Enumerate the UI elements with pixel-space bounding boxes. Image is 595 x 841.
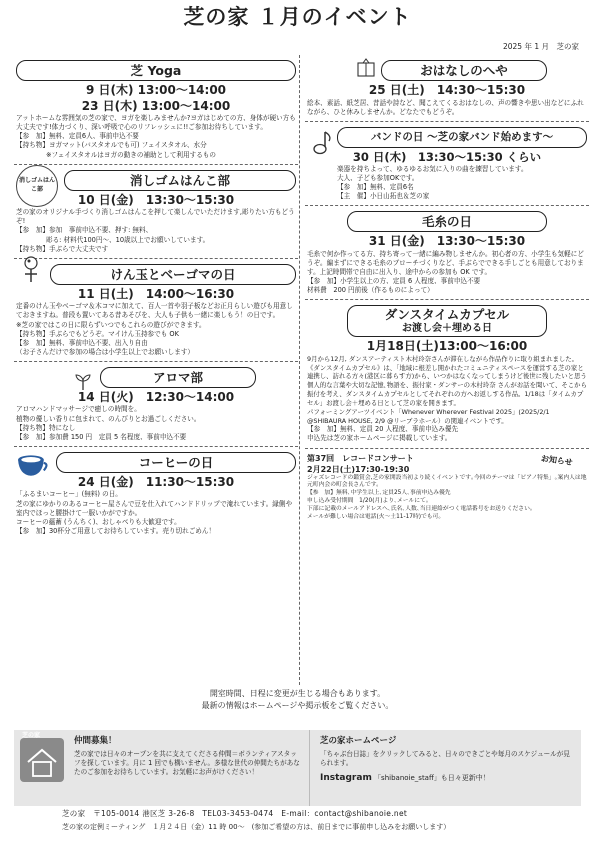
ohanashi-body: 絵本、素話、紙芝居、昔話や詩など、聞こえてくるおはなしの、声の響きや思い出などにふれながら、ひと休みしませんか。どなたでもどうぞ。 <box>307 98 584 116</box>
band-body-2: 大人、子ども参加OKです。 <box>337 173 419 182</box>
coffee-body-2: 芝の家にゆかりのあるコーヒー屋さんで豆を仕入れてハンドドリップで淹れています。縁側や室内でほっと腰掛けて一服いかがですか。 <box>16 499 293 517</box>
kendama-date: 11 日(土) 14:00～16:30 <box>77 286 235 301</box>
dance-title: ダンスタイムカプセル <box>384 307 510 323</box>
dance-heading <box>347 305 547 337</box>
book-icon <box>355 57 377 79</box>
band-date: 30 日(木) 13:30～15:30 くらい <box>352 149 542 164</box>
page-title: 芝の家 １月のイベント <box>183 5 412 29</box>
kendama-section <box>14 259 298 362</box>
dance-section <box>305 300 589 448</box>
dance-date: 1月18日(土)13:00～16:00 <box>366 339 528 354</box>
kendama-fee: 【参 加】無料、事前申込不要、出入り自由 <box>16 338 148 347</box>
concert-fee: 【参 加】無料､中学生以上､定員25人､事前申込み優先 <box>307 490 451 497</box>
concert-fee-3: 下部に記載のメールアドレスへ､氏名､人数､当日連絡がつく電話番号をお送りください。 <box>307 505 536 512</box>
homepage-box <box>309 730 581 806</box>
house-logo-text: 芝の家 <box>22 732 41 739</box>
left-column <box>14 55 298 540</box>
hanko-heading: 消しゴムはんこ部 <box>64 170 296 191</box>
kendama-body: 定番のけん玉やベーゴマ＆木コマに加えて、百人一首や羽子板などお正月らしい遊びも用意しておきますね。普段も置いてある昔あそびを、大人も子供も一緒に楽しもう！の日です。 <box>16 302 293 320</box>
kendama-heading: けん玉とベーゴマの日 <box>50 264 296 285</box>
aroma-date: 14 日(火) 12:30～14:00 <box>77 389 235 404</box>
kendama-note: ※芝の家ではこの日に限らずいつでもこれらの遊びができます。 <box>16 320 206 329</box>
notice-line-1: 開室時間、日程に変更が生じる場合もあります。 <box>209 689 386 698</box>
concert-fee-4: メールが難しい場合は電話(火～土11-17時)でも可｡ <box>307 513 442 520</box>
band-body: 楽器を持ちよって、ゆるゆるお気に入りの曲を練習しています。 <box>337 164 528 173</box>
instagram-label[interactable]: Instagram <box>320 772 372 783</box>
band-section <box>305 122 589 206</box>
yoga-fee: 【参 加】無料、定員6人、事前申込不要 <box>16 132 139 141</box>
yoga-body: アットホームな雰囲気の芝の家で、ヨガを楽しみませんか?ヨガはじめての方、身体が硬い方も大丈夫です!体力づくり、深い呼吸で心のリフレッシュに!!ご参加お待ちしています。 <box>16 114 296 132</box>
aroma-body: アロマハンドマッサージで癒しの時間を。 <box>16 405 141 414</box>
hanko-items: 【持ち物】手ぶらで大丈夫です <box>16 244 109 253</box>
coffee-body-3: コーヒーの蘊蓄 (うんちく)、おしゃべりも大歓迎です。 <box>16 517 181 526</box>
kendama-items: 【持ち物】手ぶらでもどうぞ。マイけん玉持参でも OK <box>16 329 179 338</box>
kendama-icon <box>16 256 46 284</box>
keito-date: 31 日(金) 13:30～15:30 <box>368 234 526 249</box>
homepage-body: 「ちゃぶ台日誌」をクリックしてみると、日々のできごとや毎月のスケジュールが見られます。 <box>320 749 570 767</box>
yoga-items: 【持ち物】ヨガマット(バスタオルでも可) フェイスタオル、水分 <box>16 141 207 150</box>
hanko-section <box>14 165 298 259</box>
music-note-icon <box>305 130 335 158</box>
concert-date: 2月22日(土)17:30-19:30 <box>307 464 410 474</box>
yoga-heading: 芝 Yoga <box>16 60 296 81</box>
house-logo-icon <box>20 738 64 782</box>
hanko-fee-2: 彫る: 材料代100円～、10歳以上でお願いしています。 <box>46 235 210 244</box>
issue-date: 2025 年 1 月 芝の家 <box>502 42 579 51</box>
coffee-section <box>14 447 298 540</box>
band-host: 【主 催】小日山拓也＆芝の家 <box>337 192 430 200</box>
sprout-icon <box>72 370 94 392</box>
hanko-body: 芝の家のオリジナル手づくり消しゴムはんこを押して楽しんでいただけます,彫りたい方もどうぞ! <box>16 208 295 226</box>
ohanashi-date: 25 日(土) 14:30～15:30 <box>368 83 526 97</box>
dance-fee-2: 申込先は芝の家ホームページに掲載しています。 <box>307 434 452 443</box>
aroma-fee: 【参 加】参加費 150 円 定員 5 名程度、事前申込不要 <box>16 432 187 441</box>
instagram-line <box>320 772 575 784</box>
yoga-note: ※フェイスタオルはヨガの動きの補助として利用するもの <box>46 150 216 159</box>
dance-fee: 【参 加】無料、定員 20 人程度、事前申込み優先 <box>307 425 459 434</box>
coffee-date: 24 日(金) 11:30～15:30 <box>77 474 235 489</box>
schedule-notice <box>14 685 581 713</box>
recruit-body: 芝の家では日々のオープンを共に支えてくださる仲間＝ボランティアスタッフを探しています。月に 1 回でも構いません。多様な世代の仲間たちがあなたのご参加をお待ちしています。お気軽にお声がけください！ <box>74 749 300 776</box>
announcement-stamp: お知らせ <box>540 453 574 467</box>
kendama-fee-2: （お子さんだけで参加の場合は小学生以上でお願いします） <box>16 347 195 356</box>
keito-heading: 毛糸の日 <box>347 211 547 232</box>
band-fee: 【参 加】無料、定員6名 <box>337 182 414 191</box>
concert-fee-2: 申し込み受付期間 1/20(月)より､メールにて｡ <box>307 498 429 505</box>
meeting-footer: 芝の家の定例ミーティング １月２４日（金）11 時 00～ (参加ご希望の方は、前日までに事前申し込みをお願いします） <box>62 823 451 831</box>
keito-fee: 【参 加】小学生以上の方、定員 6 人程度、事前申込不要 <box>307 276 481 285</box>
coffee-fee: 【参 加】30杯分ご用意してお待ちしています。売り切れごめん！ <box>16 526 216 535</box>
hanko-badge: 消しゴムはんこ部 <box>16 165 58 207</box>
aroma-items: 【持ち物】特になし <box>16 423 76 432</box>
aroma-heading: アロマ部 <box>100 367 256 388</box>
homepage-title: 芝の家ホームページ <box>320 736 397 746</box>
dance-body: 9月から12月, ダンスアーティスト木村玲奈さんが滞在しながら作品作りに取り組まれました。《ダンスタイムカプセル》は、「地域に根差し開かれたコミュニティスペースを運営する芝の家と連携し、訪れる方々(港区に暮らす方)から、いつかはなくなってしまうけど後世に残したいと思う個人的な言葉や大切な記憶､物語を、振付家・ダンサーの木村玲奈 さんがお話を聞いて、そこから振付を考え、ダンスタイムカプセルとしてそれぞれの方へお返しする作品。1/18は「タイムカプセル」お渡し会＋埋める日として芝の家を開きます。 <box>307 354 587 407</box>
keito-section <box>305 206 589 300</box>
recruit-box <box>14 730 309 806</box>
column-divider <box>299 55 300 685</box>
hanko-fee: 【参 加】参加 事前申込不要、押す: 無料、 <box>16 226 153 235</box>
keito-material: 材料費 200 円前後（作るものによって） <box>307 286 434 295</box>
ohanashi-heading: おはなしのへや <box>381 60 547 81</box>
dance-body-2: パフォーミングアーツイベント「Whenever Wherever Festival 2025」(2025/2/1 @SHIBAURA HOUSE, 2/9 @リーブラホール）の関連イベントです。 <box>307 407 550 425</box>
coffee-heading: コーヒーの日 <box>56 452 296 473</box>
ohanashi-section <box>305 55 589 122</box>
concert-title: 第37回 レコードコンサート <box>307 453 414 463</box>
concert-section <box>305 449 589 522</box>
coffee-body: 「ふるまいコーヒー」(無料) の日。 <box>16 490 122 499</box>
coffee-cup-icon <box>14 449 50 479</box>
yoga-section <box>14 55 298 165</box>
info-band <box>14 730 581 806</box>
hanko-date: 10 日(金) 13:30～15:30 <box>77 192 235 207</box>
contact-footer: 芝の家 〒105-0014 港区芝 3-26-8 TEL03-3453-0474 E-mail：contact@shibanoie.net <box>62 809 408 818</box>
yoga-date-2: 23 日(木) 13:00～14:00 <box>81 98 231 113</box>
band-heading: バンドの日 ～芝の家バンド始めます～ <box>337 127 587 148</box>
aroma-body-2: 植物の優しい香りに包まれて、のんびりとお過ごしください。 <box>16 414 201 423</box>
notice-line-2: 最新の情報はホームページや掲示板をご覧ください。 <box>201 701 394 711</box>
aroma-section <box>14 362 298 447</box>
dance-subtitle: お渡し会＋埋める日 <box>402 323 492 335</box>
recruit-title: 仲間募集！ <box>74 736 117 746</box>
right-column <box>305 55 589 522</box>
concert-body: ジャズレコードの鑑賞会,芝の家開設当初より続くイベントです｡今回のテーマは「ピアノ特集」｡案内人は地元町内会の町会長さんです。 <box>307 474 587 489</box>
instagram-handle: 「shibanoie_staff」も日々更新中！ <box>374 773 490 782</box>
keito-body: 毛糸で何か作ってる方、持ち寄って一緒に編み物しませんか。初心者の方、小学生も気軽にどうぞ。編まずにできる毛糸のブローチづくりなど、手ぶらでできる手しごとも用意しております。上記時間帯で自由に出入り、途中からの参加も OK です。 <box>307 249 584 276</box>
yoga-date-1: 9 日(木) 13:00～14:00 <box>85 83 227 97</box>
